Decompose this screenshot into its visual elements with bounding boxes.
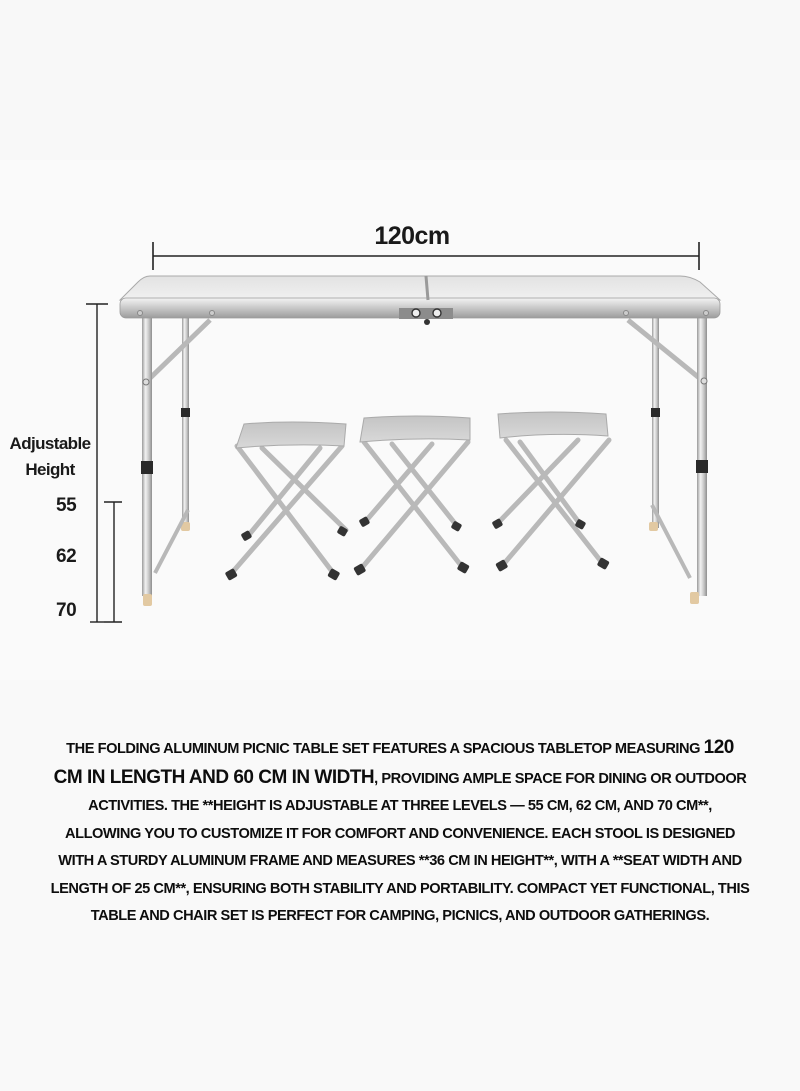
- adjustable-height-line1: Adjustable: [9, 434, 91, 453]
- leg-clip: [181, 408, 190, 417]
- hinge: [399, 308, 453, 319]
- stool-3: [492, 412, 610, 572]
- height-option-55: 55: [56, 495, 77, 516]
- leg-clip: [696, 460, 708, 473]
- height-option-62: 62: [56, 546, 77, 567]
- stool-1: [225, 422, 349, 581]
- foot-cap: [143, 594, 152, 606]
- description-part2: , PROVIDING AMPLE SPACE FOR DINING OR OUTDOOR ACTIVITIES. THE **HEIGHT IS ADJUSTABLE AT THREE LEVELS — 55 CM, 62 CM, AND 70 CM**, ALLOWING YOU TO CUSTOMIZE IT FOR COMFORT AND CONVENIENCE. EACH STOOL IS DESIGNED WITH A STURDY ALUMINUM FRAME AND MEASURES **36 CM IN HEIGHT**, WITH A **SEAT WIDTH AND LENGTH OF 25 CM**, ENSURING BOTH STABILITY AND PORTABILITY. COMPACT YET FUNCTIONAL, THIS TABLE AND CHAIR SET IS PERFECT FOR CAMPING, PICNICS, AND OUTDOOR GATHERINGS.: [50, 770, 750, 924]
- description-highlight: 120 CM IN LENGTH AND 60 CM IN WIDTH: [53, 737, 734, 788]
- product-description: [50, 734, 750, 931]
- adjustable-height-label: [8, 431, 92, 483]
- folding-table: [120, 276, 720, 606]
- height-option-70: 70: [56, 600, 77, 621]
- stool-2: [353, 416, 470, 576]
- leg-clip: [651, 408, 660, 417]
- foot-cap: [649, 522, 658, 531]
- foot-cap: [690, 592, 699, 604]
- description-part1: THE FOLDING ALUMINUM PICNIC TABLE SET FEATURES A SPACIOUS TABLETOP MEASURING: [66, 741, 704, 757]
- leg-clip: [141, 461, 153, 474]
- adjustable-height-line2: Height: [25, 460, 75, 479]
- length-label: 120cm: [374, 222, 450, 250]
